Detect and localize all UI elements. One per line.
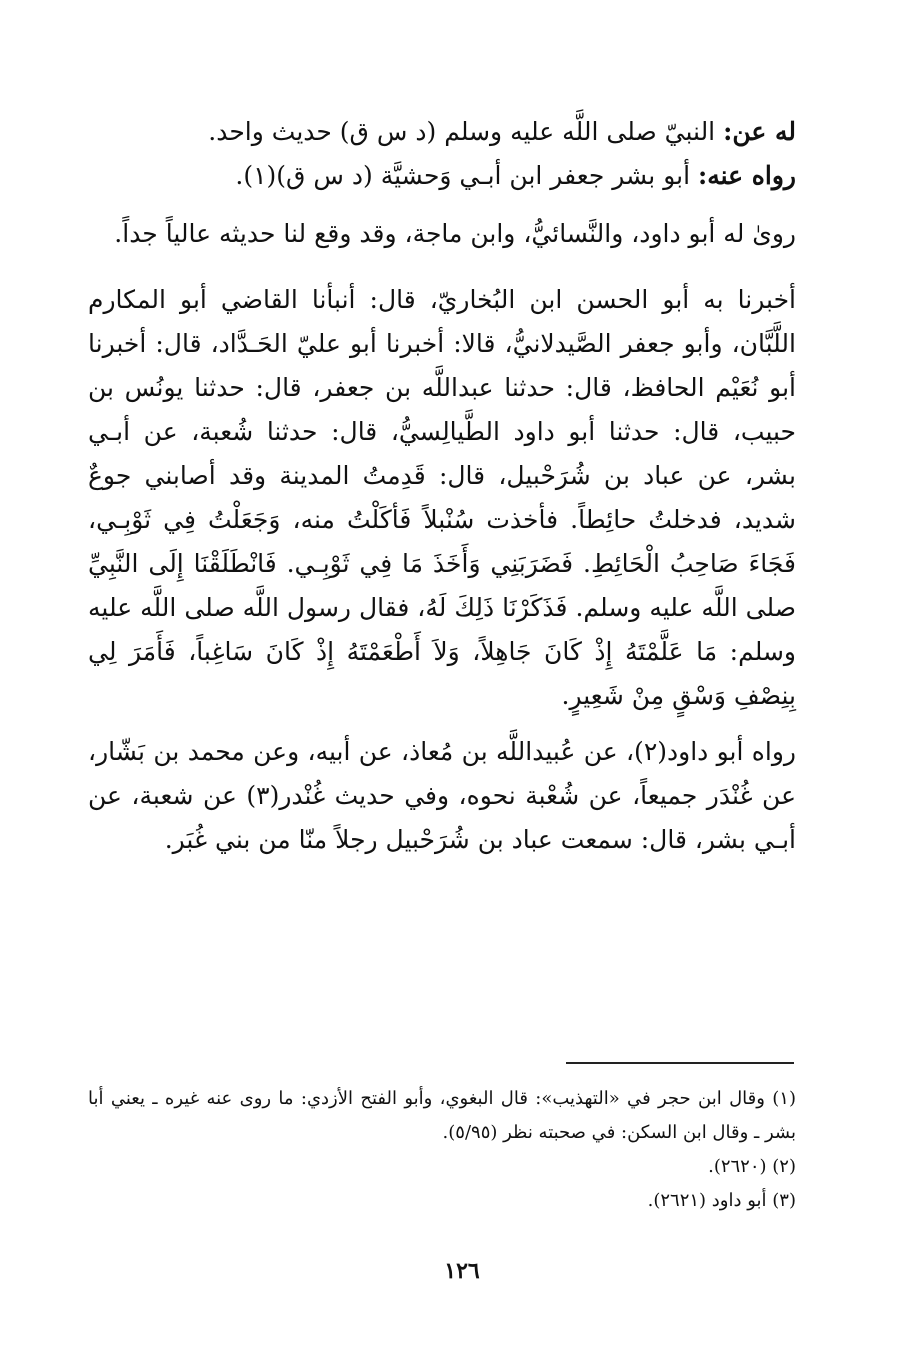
rawahu-anhu-line xyxy=(88,154,796,198)
lahu-an-label: له عن: xyxy=(723,117,796,146)
footnote-1: (١) وقال ابن حجر في «التهذيب»: قال البغوي، وأبو الفتح الأزدي: ما روى عنه غيره ـ يعني أبا بشر ـ وقال ابن السكن: في صحبته نظر (٥/٩٥). xyxy=(88,1088,796,1143)
footnote-3: (٣) أبو داود (٢٦٢١). xyxy=(647,1190,796,1211)
lahu-an-text: النبيّ صلى اللَّه عليه وسلم (د س ق) حديث واحد. xyxy=(208,117,716,146)
footnote-2: (٢) (٢٦٢٠). xyxy=(708,1156,796,1177)
footnotes xyxy=(88,1082,796,1218)
takhrij-paragraph: رواه أبو داود(٢)، عن عُبيداللَّه بن مُعاذ، عن أبيه، وعن محمد بن بَشّار، عن غُنْدَر جميعاً، عن شُعْبة نحوه، وفي حديث غُنْدر(٣) عن شعبة، عن أبـي بشر، قال: سمعت عباد بن شُرَحْبيل رجلاً منّا من بني غُبَر. xyxy=(88,737,797,854)
riwaya-paragraph: روىٰ له أبو داود، والنَّسائيُّ، وابن ماجة، وقد وقع لنا حديثه عالياً جداً. xyxy=(114,219,796,248)
main-text xyxy=(88,110,796,862)
lahu-an-line xyxy=(88,110,796,154)
footnote-separator xyxy=(566,1062,794,1064)
isnad-paragraph: أخبرنا به أبو الحسن ابن البُخاريّ، قال: أنبأنا القاضي أبو المكارم اللَّبَّان، وأبو جعفر الصَّيدلانيُّ، قالا: أخبرنا أبو عليّ الحَـدَّاد، قال: أخبرنا أبو نُعَيْم الحافظ، قال: حدثنا عبداللَّه بن جعفر، قال: حدثنا يونُس بن حبيب، قال: حدثنا أبو داود الطَّيالِسيُّ، قال: حدثنا شُعبة، عن أبـي بشر، عن عباد بن شُرَحْبيل، قال: قَدِمتُ المدينة وقد أصابني جوعٌ شديد، فدخلتُ حائِطاً. فأخذت سُنْبلاً فَأكَلْتُ منه، وَجَعَلْتُ فِي ثَوْبِـي، فَجَاءَ صَاحِبُ الْحَائِطِ. فَضَرَبَنِي وَأَخَذَ مَا فِي ثَوْبِـي. فَانْطَلَقْنَا إِلَى النَّبِيِّ صلى اللَّه عليه وسلم. فَذَكَرْنَا ذَلِكَ لَهُ، فقال رسول اللَّه صلى اللَّه عليه وسلم: مَا عَلَّمْتَهُ إِذْ كَانَ جَاهِلاً، وَلاَ أَطْعَمْتَهُ إِذْ كَانَ سَاغِباً، فَأَمَرَ لِي بِنِصْفِ وَسْقٍ مِنْ شَعِيرٍ. xyxy=(88,285,796,710)
rawahu-anhu-label: رواه عنه: xyxy=(698,161,796,190)
rawahu-anhu-text: أبو بشر جعفر ابن أبـي وَحشيَّة (د س ق)(١). xyxy=(235,161,691,190)
page-number: ١٢٦ xyxy=(444,1258,480,1284)
